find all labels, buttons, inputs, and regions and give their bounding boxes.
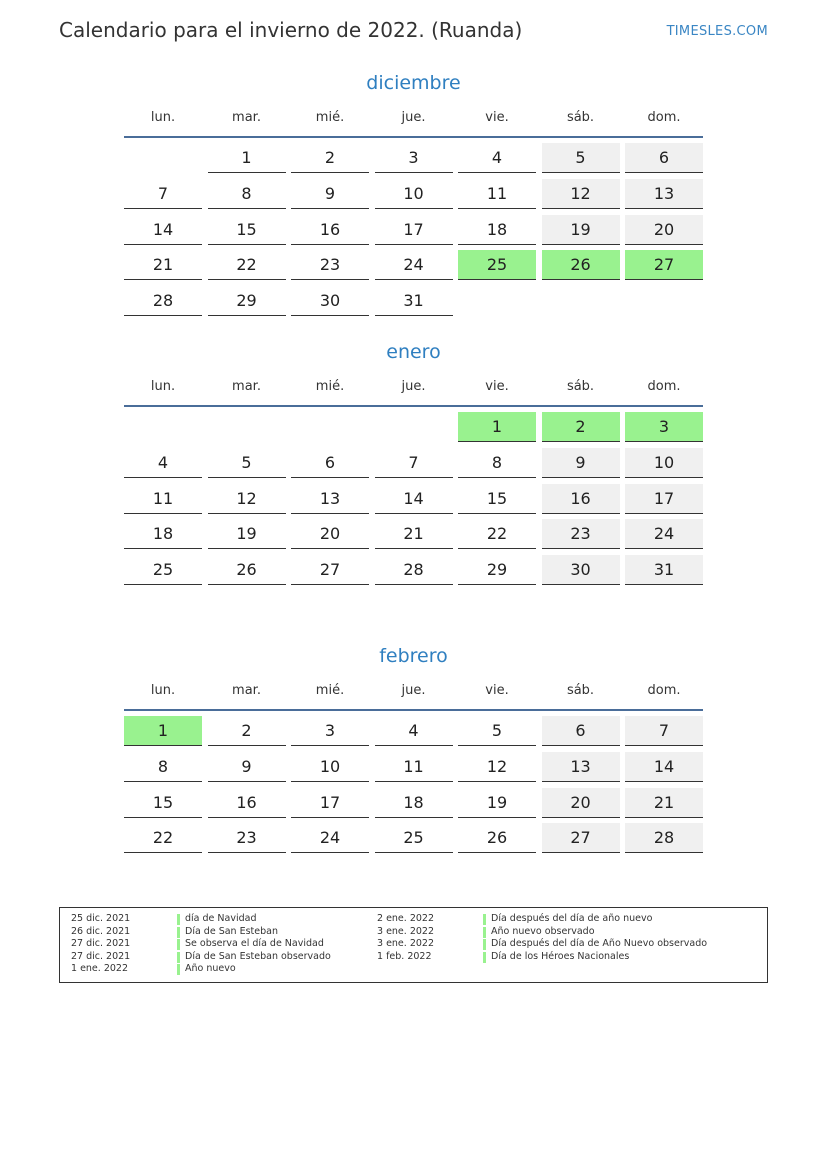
- day-cell[interactable]: 25: [124, 555, 202, 585]
- legend-holiday-name: Año nuevo observado: [491, 925, 595, 937]
- weekday-label: jue.: [401, 379, 426, 394]
- holiday-day-cell[interactable]: 3: [625, 412, 703, 442]
- holiday-day-cell[interactable]: 2: [542, 412, 620, 442]
- legend-holiday-name: Año nuevo: [185, 963, 236, 974]
- weekday-header: [124, 683, 703, 703]
- day-cell[interactable]: 28: [124, 286, 202, 316]
- day-cell[interactable]: 13: [625, 179, 703, 209]
- day-cell[interactable]: 28: [625, 823, 703, 853]
- month-title: enero: [386, 341, 441, 363]
- day-cell[interactable]: 10: [291, 752, 369, 782]
- holiday-color-marker: [483, 939, 486, 950]
- day-cell[interactable]: 18: [375, 788, 453, 818]
- holiday-color-marker: [483, 927, 486, 938]
- weekday-label: jue.: [401, 683, 426, 698]
- day-cell[interactable]: 27: [291, 555, 369, 585]
- holiday-color-marker: [483, 914, 486, 925]
- day-cell[interactable]: 25: [375, 823, 453, 853]
- day-cell[interactable]: 23: [208, 823, 286, 853]
- weekday-header: [124, 379, 703, 399]
- day-cell[interactable]: 31: [375, 286, 453, 316]
- legend-date: 25 dic. 2021: [71, 913, 131, 924]
- day-cell[interactable]: 30: [542, 555, 620, 585]
- day-cell[interactable]: 21: [124, 250, 202, 280]
- day-cell[interactable]: 20: [625, 215, 703, 245]
- day-cell[interactable]: 10: [375, 179, 453, 209]
- day-cell[interactable]: 16: [542, 484, 620, 514]
- month-title: diciembre: [366, 72, 461, 94]
- day-cell[interactable]: 9: [208, 752, 286, 782]
- legend-date: 27 dic. 2021: [71, 950, 131, 962]
- day-cell[interactable]: 14: [124, 215, 202, 245]
- day-cell[interactable]: 22: [124, 823, 202, 853]
- weekday-label: mar.: [232, 683, 261, 698]
- day-cell[interactable]: 20: [291, 519, 369, 549]
- day-cell[interactable]: 3: [375, 143, 453, 173]
- legend-date: 1 feb. 2022: [377, 950, 432, 962]
- weekday-label: vie.: [485, 110, 509, 125]
- weekday-label: dom.: [647, 110, 681, 125]
- day-cell[interactable]: 1: [208, 143, 286, 173]
- weekday-label: dom.: [647, 379, 681, 394]
- legend-date: 26 dic. 2021: [71, 925, 131, 937]
- brand-link[interactable]: TIMESLES.COM: [666, 24, 768, 39]
- day-cell[interactable]: 12: [542, 179, 620, 209]
- day-cell[interactable]: 20: [542, 788, 620, 818]
- weekday-label: mié.: [315, 110, 345, 125]
- day-cell[interactable]: 11: [375, 752, 453, 782]
- day-cell[interactable]: 27: [542, 823, 620, 853]
- weekday-label: lun.: [150, 683, 176, 698]
- day-cell[interactable]: 18: [124, 519, 202, 549]
- day-cell[interactable]: 22: [208, 250, 286, 280]
- weekday-label: sáb.: [566, 683, 595, 698]
- day-cell[interactable]: 2: [291, 143, 369, 173]
- day-cell[interactable]: 21: [375, 519, 453, 549]
- day-cell[interactable]: 2: [208, 716, 286, 746]
- legend-date: 3 ene. 2022: [377, 925, 434, 937]
- header-divider: [124, 709, 703, 711]
- weekday-label: vie.: [485, 379, 509, 394]
- weekday-label: jue.: [401, 110, 426, 125]
- holiday-day-cell[interactable]: 25: [458, 250, 536, 280]
- day-cell[interactable]: 19: [208, 519, 286, 549]
- legend-holiday-name: día de Navidad: [185, 913, 257, 924]
- day-cell[interactable]: 7: [625, 716, 703, 746]
- day-cell[interactable]: 14: [375, 484, 453, 514]
- day-cell[interactable]: 26: [458, 823, 536, 853]
- weekday-label: mar.: [232, 379, 261, 394]
- weekday-label: mié.: [315, 683, 345, 698]
- legend-holiday-name: Día después del día de Año Nuevo observado: [491, 938, 708, 949]
- day-cell[interactable]: 30: [291, 286, 369, 316]
- holiday-color-marker: [177, 964, 180, 975]
- day-cell[interactable]: 28: [375, 555, 453, 585]
- day-cell[interactable]: 18: [458, 215, 536, 245]
- month-title: febrero: [379, 645, 448, 667]
- legend-holiday-name: Se observa el día de Navidad: [185, 938, 324, 949]
- day-cell[interactable]: 5: [542, 143, 620, 173]
- legend-holiday-name: Día después del día de año nuevo: [491, 913, 653, 924]
- day-cell[interactable]: 12: [458, 752, 536, 782]
- day-cell[interactable]: 10: [625, 448, 703, 478]
- header-divider: [124, 405, 703, 407]
- day-cell[interactable]: 6: [542, 716, 620, 746]
- day-cell[interactable]: 24: [375, 250, 453, 280]
- day-cell[interactable]: 15: [208, 215, 286, 245]
- holiday-color-marker: [177, 914, 180, 925]
- day-cell[interactable]: 23: [542, 519, 620, 549]
- weekday-label: vie.: [485, 683, 509, 698]
- day-cell[interactable]: 7: [375, 448, 453, 478]
- weekday-label: dom.: [647, 683, 681, 698]
- day-cell[interactable]: 19: [458, 788, 536, 818]
- day-cell[interactable]: 31: [625, 555, 703, 585]
- day-cell[interactable]: 9: [291, 179, 369, 209]
- day-cell[interactable]: 4: [124, 448, 202, 478]
- day-cell[interactable]: 6: [291, 448, 369, 478]
- day-cell[interactable]: 5: [208, 448, 286, 478]
- holiday-legend: [59, 907, 768, 983]
- holiday-day-cell[interactable]: 1: [124, 716, 202, 746]
- legend-date: 1 ene. 2022: [71, 963, 128, 974]
- day-cell[interactable]: 6: [625, 143, 703, 173]
- weekday-label: sáb.: [566, 110, 595, 125]
- day-cell[interactable]: 17: [625, 484, 703, 514]
- day-cell[interactable]: 29: [458, 555, 536, 585]
- day-cell[interactable]: 16: [208, 788, 286, 818]
- holiday-day-cell[interactable]: 27: [625, 250, 703, 280]
- day-cell[interactable]: 8: [458, 448, 536, 478]
- holiday-color-marker: [177, 939, 180, 950]
- day-cell[interactable]: 21: [625, 788, 703, 818]
- legend-holiday-name: Día de San Esteban observado: [185, 950, 331, 962]
- day-cell[interactable]: 22: [458, 519, 536, 549]
- day-cell[interactable]: 23: [291, 250, 369, 280]
- day-cell[interactable]: 4: [375, 716, 453, 746]
- weekday-label: sáb.: [566, 379, 595, 394]
- holiday-color-marker: [177, 952, 180, 963]
- legend-holiday-name: Día de San Esteban: [185, 925, 278, 937]
- day-cell[interactable]: 16: [291, 215, 369, 245]
- weekday-label: lun.: [150, 110, 176, 125]
- day-cell[interactable]: 26: [208, 555, 286, 585]
- header-divider: [124, 136, 703, 138]
- legend-holiday-name: Día de los Héroes Nacionales: [491, 950, 630, 962]
- legend-date: 3 ene. 2022: [377, 938, 434, 949]
- legend-date: 27 dic. 2021: [71, 938, 131, 949]
- day-cell[interactable]: 24: [625, 519, 703, 549]
- weekday-label: mar.: [232, 110, 261, 125]
- day-cell[interactable]: 3: [291, 716, 369, 746]
- day-cell[interactable]: 7: [124, 179, 202, 209]
- weekday-label: mié.: [315, 379, 345, 394]
- day-cell[interactable]: 29: [208, 286, 286, 316]
- day-cell[interactable]: 5: [458, 716, 536, 746]
- holiday-day-cell[interactable]: 26: [542, 250, 620, 280]
- day-cell[interactable]: 8: [124, 752, 202, 782]
- day-cell[interactable]: 14: [625, 752, 703, 782]
- day-cell[interactable]: 15: [124, 788, 202, 818]
- day-cell[interactable]: 24: [291, 823, 369, 853]
- day-cell[interactable]: 9: [542, 448, 620, 478]
- day-cell[interactable]: 12: [208, 484, 286, 514]
- day-cell[interactable]: 17: [375, 215, 453, 245]
- day-cell[interactable]: 15: [458, 484, 536, 514]
- day-cell[interactable]: 17: [291, 788, 369, 818]
- holiday-color-marker: [177, 927, 180, 938]
- day-cell[interactable]: 4: [458, 143, 536, 173]
- day-cell[interactable]: 13: [542, 752, 620, 782]
- day-cell[interactable]: 11: [124, 484, 202, 514]
- holiday-color-marker: [483, 952, 486, 963]
- legend-date: 2 ene. 2022: [377, 913, 434, 924]
- holiday-day-cell[interactable]: 1: [458, 412, 536, 442]
- day-cell[interactable]: 11: [458, 179, 536, 209]
- day-cell[interactable]: 19: [542, 215, 620, 245]
- day-cell[interactable]: 8: [208, 179, 286, 209]
- day-cell[interactable]: 13: [291, 484, 369, 514]
- page-title: Calendario para el invierno de 2022. (Ruanda): [59, 18, 523, 42]
- weekday-header: [124, 110, 703, 130]
- weekday-label: lun.: [150, 379, 176, 394]
